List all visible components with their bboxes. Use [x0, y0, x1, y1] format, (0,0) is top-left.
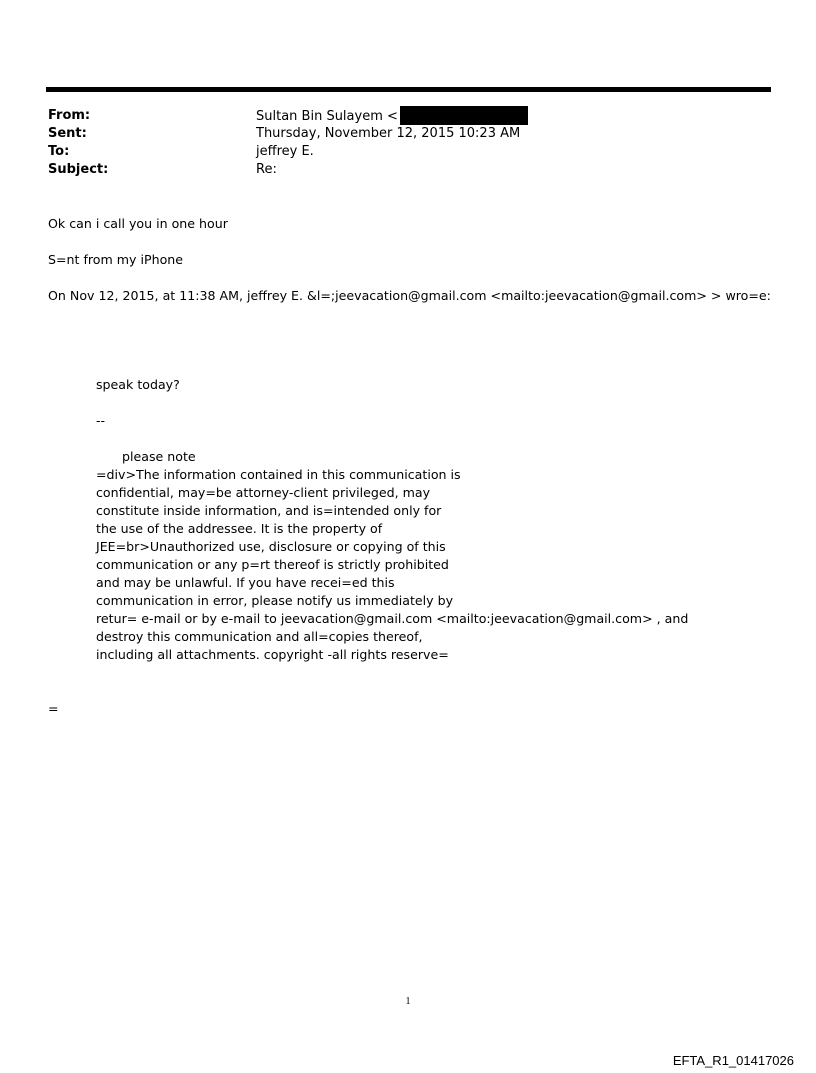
to-label: To:	[48, 144, 70, 159]
to-value: jeffrey E.	[256, 144, 314, 159]
trailing-equals: =	[48, 701, 59, 716]
redaction-box	[400, 106, 528, 125]
quoted-line-1: speak today?	[96, 377, 180, 392]
body-line-2: S=nt from my iPhone	[48, 252, 184, 267]
disclaimer-line: constitute inside information, and is=intended only for	[96, 503, 442, 518]
from-bracket: <	[387, 109, 398, 124]
subject-value: Re:	[256, 162, 277, 177]
disclaimer-line: the use of the addressee. It is the property of	[96, 521, 383, 536]
disclaimer-line: =div>The information contained in this communication is	[96, 467, 461, 482]
body-line-3: On Nov 12, 2015, at 11:38 AM, jeffrey E. &l=;jeevacation@gmail.com <mailto:jeevacation@gmail.com> > wro=e:	[48, 288, 771, 303]
disclaimer-line: including all attachments. copyright -all rights reserve=	[96, 647, 449, 662]
from-value	[256, 107, 528, 126]
disclaimer-line: destroy this communication and all=copies thereof,	[96, 629, 423, 644]
header-divider	[46, 87, 771, 92]
disclaimer-line: and may be unlawful. If you have recei=ed this	[96, 575, 395, 590]
subject-label: Subject:	[48, 162, 109, 177]
page-number: 1	[405, 996, 411, 1007]
quoted-line-2: --	[96, 413, 106, 428]
document-id: EFTA_R1_01417026	[672, 1053, 794, 1068]
body-line-1: Ok can i call you in one hour	[48, 216, 228, 231]
disclaimer-line: JEE=br>Unauthorized use, disclosure or copying of this	[96, 539, 446, 554]
from-name: Sultan Bin Sulayem	[256, 109, 383, 124]
from-label: From:	[48, 108, 91, 123]
note-heading: please note	[122, 449, 196, 464]
sent-value: Thursday, November 12, 2015 10:23 AM	[256, 126, 521, 141]
disclaimer-line: confidential, may=be attorney-client privileged, may	[96, 485, 431, 500]
sent-label: Sent:	[48, 126, 87, 141]
disclaimer-line: communication in error, please notify us immediately by	[96, 593, 454, 608]
disclaimer-line: communication or any p=rt thereof is strictly prohibited	[96, 557, 449, 572]
disclaimer-line: retur= e-mail or by e-mail to jeevacation@gmail.com <mailto:jeevacation@gmail.com> , and	[96, 611, 689, 626]
